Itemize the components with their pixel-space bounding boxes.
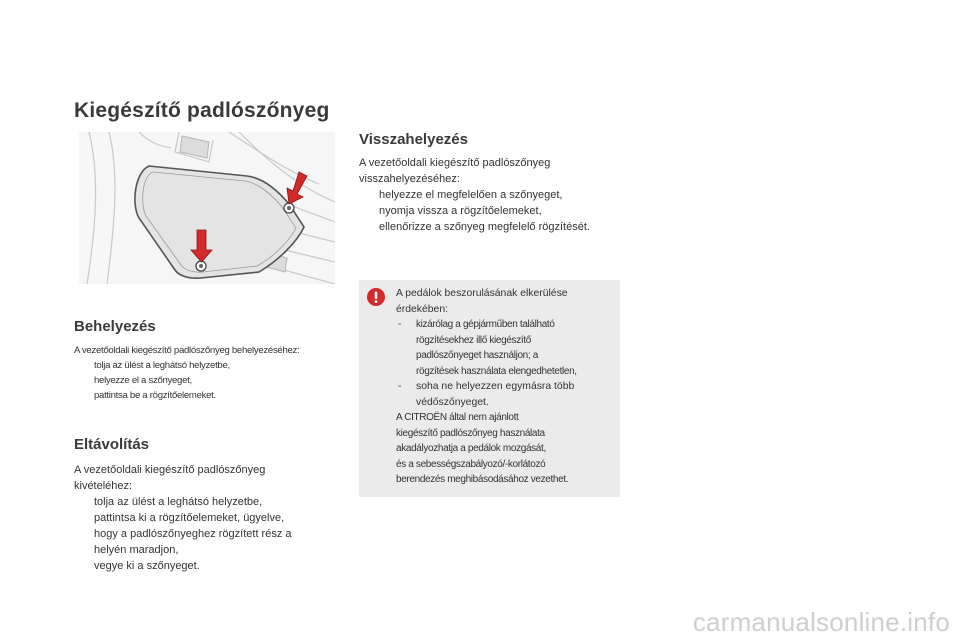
page-title: Kiegészítő padlószőnyeg <box>74 99 330 122</box>
visszahelyezes-text <box>359 155 639 235</box>
list-item <box>359 203 639 219</box>
note-dash-item <box>396 379 618 395</box>
eltavolitas-intro-line: A vezetőoldali kiegészítő padlószőnyeg <box>74 464 266 476</box>
warning-icon <box>367 288 385 306</box>
list-item <box>74 358 344 373</box>
list-item-text: ellenőrizze a szőnyeg megfelelő rögzítését. <box>379 221 590 233</box>
note-footer-line: kiegészítő padlószőnyeg használata <box>396 427 545 439</box>
list-item-text: nyomja vissza a rögzítőelemeket, <box>379 205 542 217</box>
note-intro-line: érdekében: <box>396 303 448 315</box>
list-item <box>74 388 344 403</box>
note-item-continuation: rögzítésekhez illő kiegészítő <box>416 334 531 346</box>
section-heading-visszahelyezes: Visszahelyezés <box>359 131 468 148</box>
list-item <box>74 373 344 388</box>
list-item <box>74 558 344 574</box>
list-item <box>359 187 639 203</box>
warning-note-text <box>396 286 618 488</box>
list-item-text: helyezze el megfelelően a szőnyeget, <box>379 189 563 201</box>
note-item-continuation: rögzítések használata elengedhetetlen, <box>416 365 577 377</box>
warning-note-box <box>359 280 620 497</box>
note-footer-line: A CITROËN által nem ajánlott <box>396 412 519 423</box>
behelyezes-text <box>74 343 344 403</box>
section-heading-eltavolitas: Eltávolítás <box>74 436 150 453</box>
note-footer-line: és a sebességszabályozó/-korlátozó <box>396 458 546 470</box>
visszahelyezes-intro-line: visszahelyezéséhez: <box>359 173 460 185</box>
note-item-text: soha ne helyezzen egymásra több <box>416 381 575 392</box>
note-item-continuation: védőszőnyeget. <box>416 396 489 408</box>
list-item-continuation: hogy a padlószőnyeghez rögzített rész a <box>94 528 292 540</box>
section-heading-behelyezes: Behelyezés <box>74 318 156 335</box>
list-item <box>74 494 344 510</box>
visszahelyezes-intro-line: A vezetőoldali kiegészítő padlószőnyeg <box>359 157 551 169</box>
list-item-text: tolja az ülést a leghátsó helyzetbe, <box>94 360 230 371</box>
note-dash-item <box>396 317 618 333</box>
list-item-text: vegye ki a szőnyeget. <box>94 560 200 572</box>
dash-marker: - <box>398 381 402 392</box>
list-item <box>74 510 344 526</box>
list-item <box>359 219 639 235</box>
note-footer-line: berendezés meghibásodásához vezethet. <box>396 474 569 485</box>
floor-mat-illustration <box>79 132 335 284</box>
watermark: carmanualsonline.info <box>692 607 950 637</box>
list-item-continuation: helyén maradjon, <box>94 544 179 556</box>
list-item-text: pattintsa be a rögzítőelemeket. <box>94 390 216 401</box>
note-intro-line: A pedálok beszorulásának elkerülése <box>396 288 568 299</box>
eltavolitas-intro-line: kivételéhez: <box>74 480 133 492</box>
list-item-text: tolja az ülést a leghátsó helyzetbe, <box>94 496 263 508</box>
list-item-text: helyezze el a szőnyeget, <box>94 375 192 386</box>
list-item-text: pattintsa ki a rögzítőelemeket, ügyelve, <box>94 512 285 524</box>
eltavolitas-text <box>74 462 344 574</box>
dash-marker: - <box>398 319 401 330</box>
behelyezes-intro: A vezetőoldali kiegészítő padlószőnyeg behelyezéséhez: <box>74 345 300 356</box>
note-item-continuation: padlószőnyeget használjon; a <box>416 350 538 361</box>
note-footer-line: akadályozhatja a pedálok mozgását, <box>396 443 546 454</box>
note-item-text: kizárólag a gépjárműben található <box>416 319 555 330</box>
